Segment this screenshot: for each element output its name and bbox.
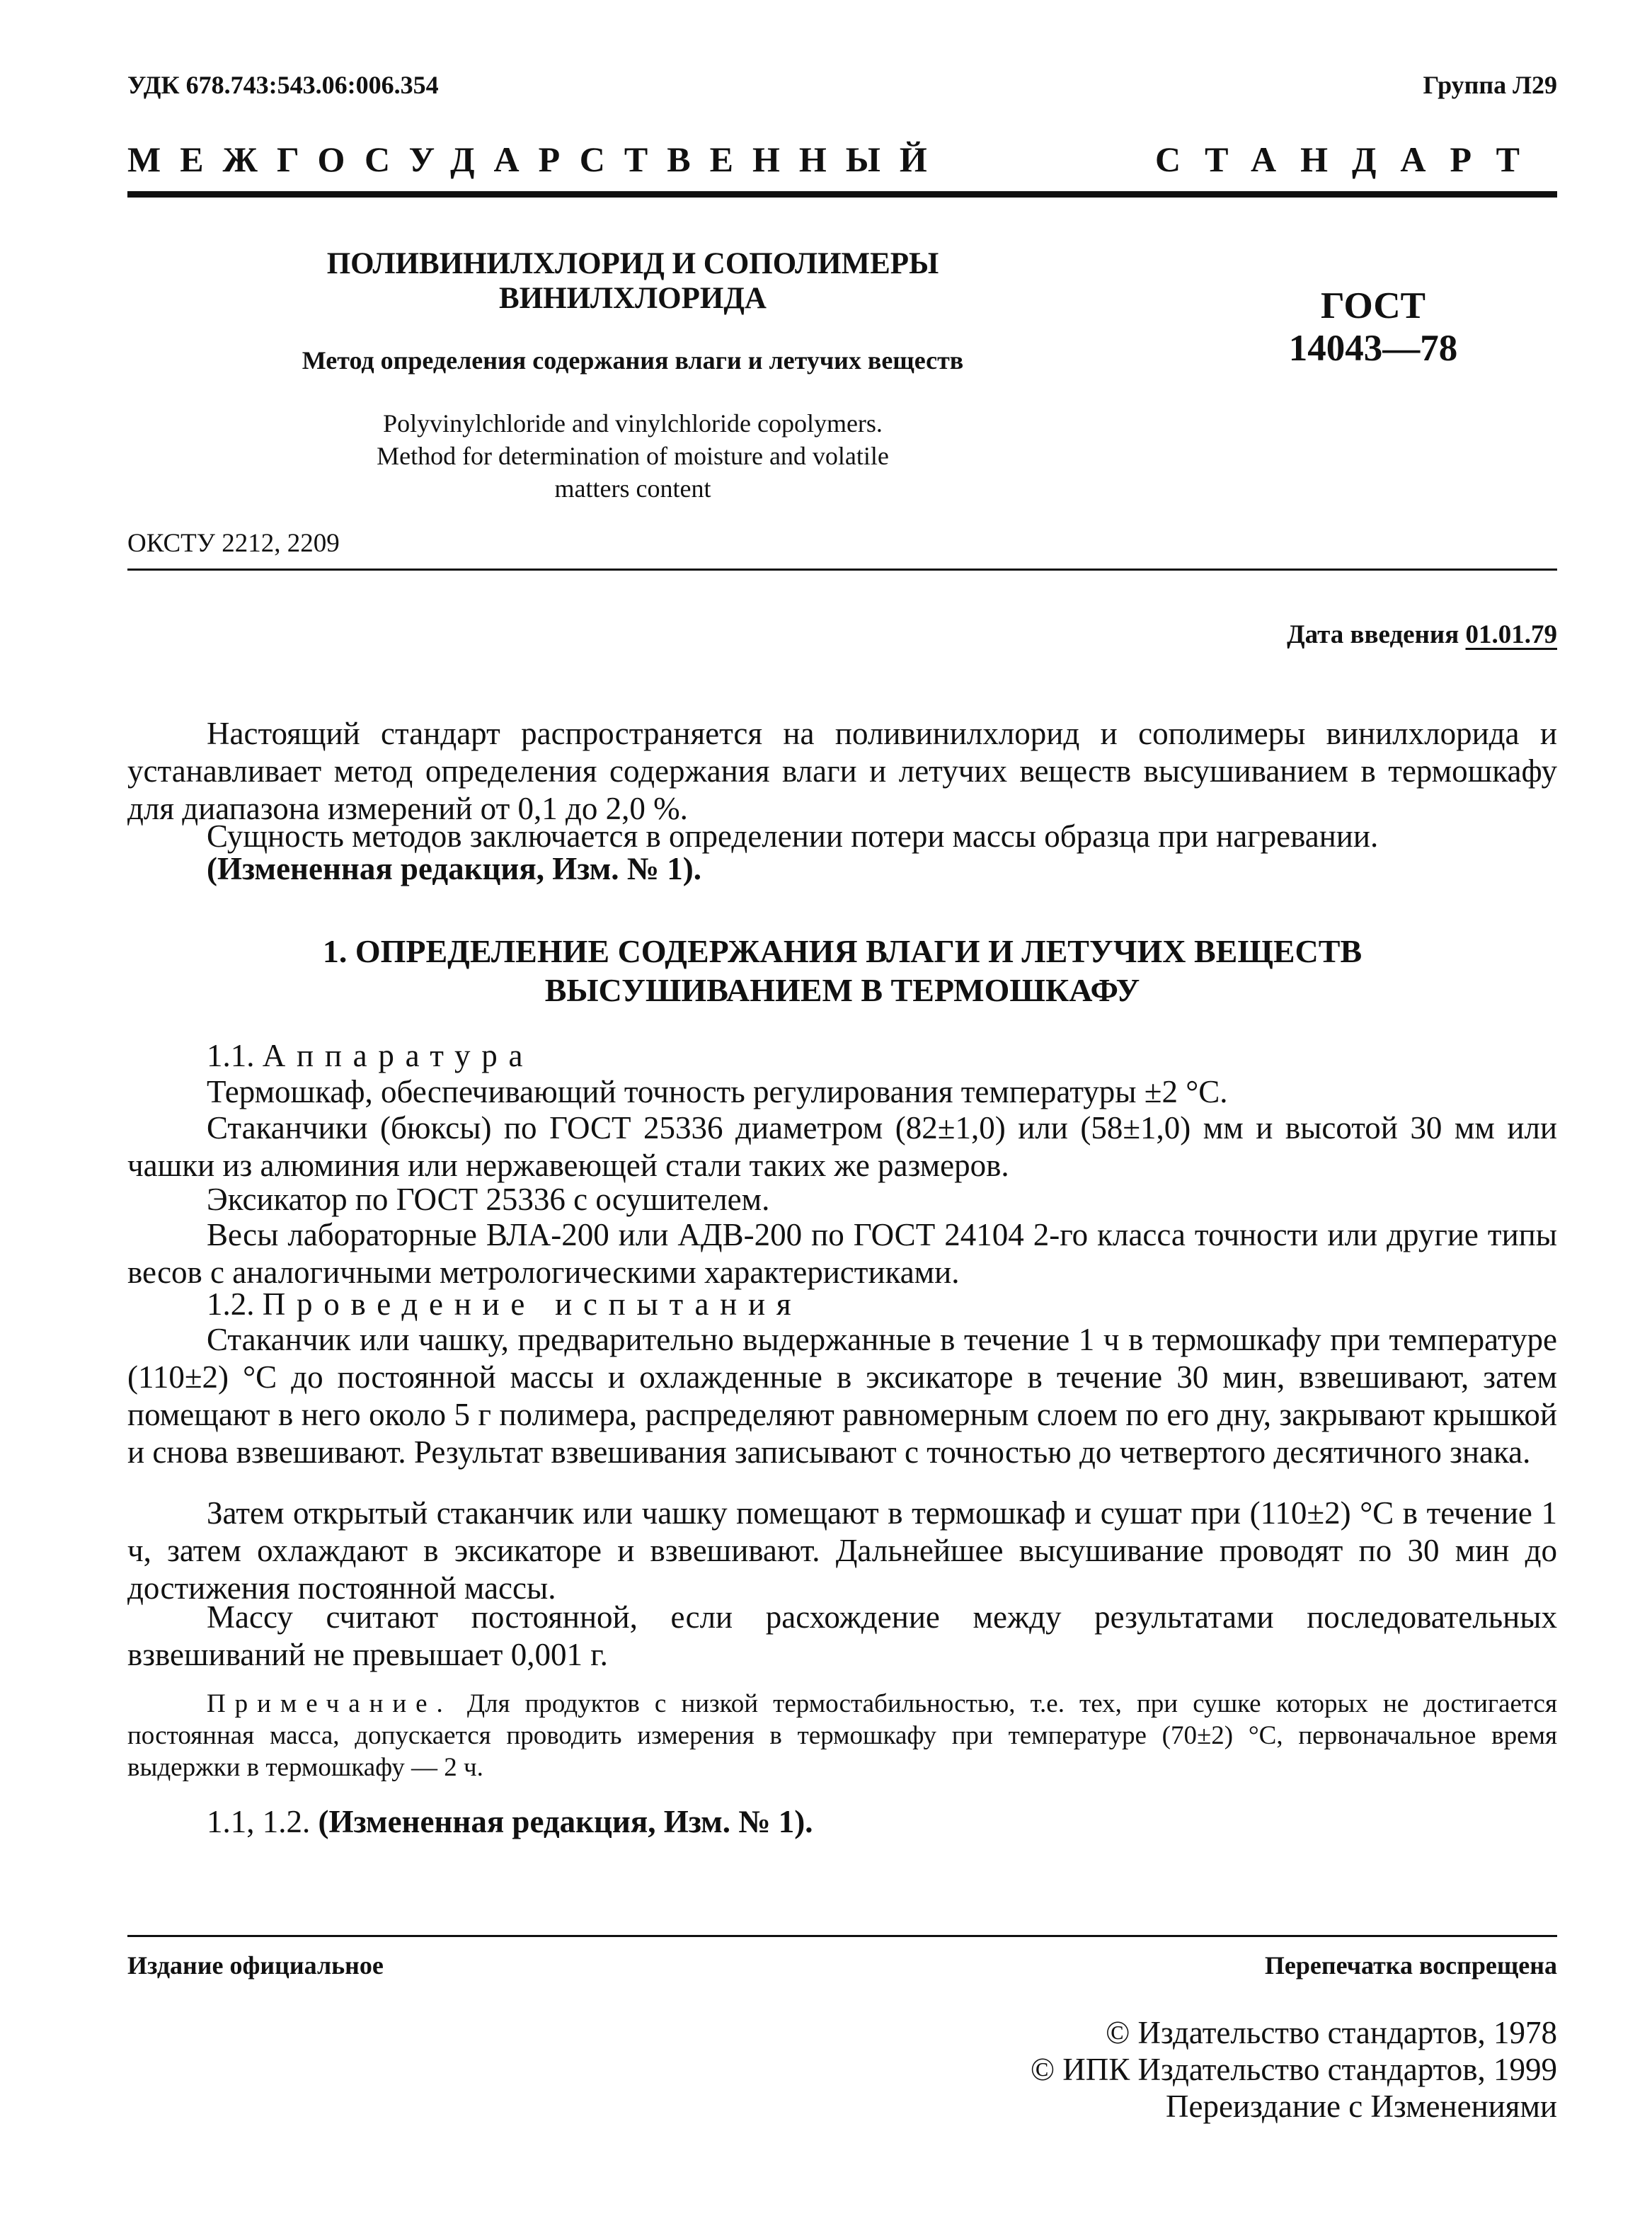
title-line-1: ПОЛИВИНИЛХЛОРИД И СОПОЛИМЕРЫ xyxy=(326,247,939,280)
procedure-paragraph-3: Массу считают постоянной, если расхождение между результатами последовательных взвешиваний не превышает 0,001 г. xyxy=(127,1599,1557,1672)
section-amendment xyxy=(207,1803,813,1841)
note-text: Для продуктов с низкой термостабильностью, т.е. тех, при сушке которых не достигается постоянная масса, допускается проводить измерения в термошкафу при температуре (70±2) °С, первоначальное время выдержки в термошкафу — 2 ч. xyxy=(127,1689,1557,1782)
subsection-1-2-heading xyxy=(207,1286,802,1323)
intro-paragraph-1: Настоящий стандарт распространяется на поливинилхлорид и сополимеры винилхлорида и устанавливает метод определения содержания влаги и летучих веществ высушиванием в термошкафу для диапазона измерений от 0,1 до 2,0 %. xyxy=(127,716,1557,826)
gost-number: 14043—78 xyxy=(1288,328,1458,369)
intro-date xyxy=(1287,619,1557,651)
apparatus-thermostat: Термошкаф, обеспечивающий точность регулирования температуры ±2 °С. xyxy=(207,1074,1228,1109)
official-edition: Издание официальное xyxy=(127,1951,384,1980)
group-code: Группа Л29 xyxy=(1423,71,1557,99)
apparatus-desiccator: Эксикатор по ГОСТ 25336 с осушителем. xyxy=(207,1182,770,1217)
subsection-1-2-number: 1.2. xyxy=(207,1286,255,1322)
copyright-block xyxy=(1031,2014,1557,2125)
copyright-1978: © Издательство стандартов, 1978 xyxy=(1106,2015,1557,2050)
gost-designation xyxy=(1246,285,1501,370)
intro-date-value: 01.01.79 xyxy=(1465,620,1557,649)
gost-label: ГОСТ xyxy=(1321,285,1426,326)
subtitle: Метод определения содержания влаги и летучих веществ xyxy=(302,346,964,375)
subsection-1-1-heading xyxy=(207,1037,534,1075)
banner-interstate: МЕЖГОСУДАРСТВЕННЫЙ xyxy=(127,139,946,179)
procedure-paragraph-1: Стаканчик или чашку, предварительно выдержанные в течение 1 ч в термошкафу при температуре (110±2) °С до постоянной массы и охлажденные в эксикаторе в течение 30 мин, взвешивают, затем помещают в него около 5 г полимера, распределяют равномерным слоем по его дну, закрывают крышкой и снова взвешивают. Результат взвешивания записывают с точностью до четвертого десятичного знака. xyxy=(127,1322,1557,1470)
english-title-line-2: Method for determination of moisture and volatile xyxy=(377,442,889,470)
title-line-2: ВИНИЛХЛОРИДА xyxy=(499,282,767,315)
intro-amendment: (Измененная редакция, Изм. № 1). xyxy=(207,851,702,886)
subsection-1-2-title: Проведение испытания xyxy=(262,1286,803,1322)
note-label: Примечание. xyxy=(207,1689,452,1718)
subsection-1-1-title: Аппаратура xyxy=(262,1038,534,1073)
reprint-prohibited: Перепечатка воспрещена xyxy=(1264,1951,1557,1980)
amendment-refs: 1.1, 1.2. xyxy=(207,1804,311,1839)
apparatus-beakers: Стаканчики (бюксы) по ГОСТ 25336 диаметром (82±1,0) или (58±1,0) мм и высотой 30 мм или чашки из алюминия или нержавеющей стали таких же размеров. xyxy=(127,1110,1557,1183)
intro-date-label: Дата введения xyxy=(1287,620,1459,649)
amendment-text: (Измененная редакция, Изм. № 1). xyxy=(318,1804,813,1839)
title-block xyxy=(212,246,1053,316)
apparatus-balance: Весы лабораторные ВЛА-200 или АДВ-200 по ГОСТ 24104 2-го класса точности или другие типы весов с аналогичными метрологическими характеристиками. xyxy=(127,1217,1557,1290)
subsection-1-1-number: 1.1. xyxy=(207,1038,255,1073)
header-rule xyxy=(127,191,1557,198)
banner-standard: СТАНДАРТ xyxy=(1155,139,1544,179)
procedure-paragraph-2: Затем открытый стаканчик или чашку помещают в термошкаф и сушат при (110±2) °С в течение 1 ч, затем охлаждают в эксикаторе и взвешивают. Дальнейшее высушивание проводят по 30 мин до достижения постоянной массы. xyxy=(127,1495,1557,1606)
okstu-code: ОКСТУ 2212, 2209 xyxy=(127,529,340,558)
english-title-line-1: Polyvinylchloride and vinylchloride copolymers. xyxy=(383,409,883,438)
udk-code: УДК 678.743:543.06:006.354 xyxy=(127,71,439,99)
procedure-note xyxy=(127,1688,1557,1783)
title-rule xyxy=(127,569,1557,571)
section-1-heading-line-1: 1. ОПРЕДЕЛЕНИЕ СОДЕРЖАНИЯ ВЛАГИ И ЛЕТУЧИХ ВЕЩЕСТВ xyxy=(322,933,1363,969)
section-1-heading xyxy=(127,932,1557,1010)
section-1-heading-line-2: ВЫСУШИВАНИЕМ В ТЕРМОШКАФУ xyxy=(544,972,1140,1008)
reissue-note: Переиздание с Изменениями xyxy=(1165,2089,1557,2124)
copyright-1999: © ИПК Издательство стандартов, 1999 xyxy=(1030,2052,1557,2087)
english-title xyxy=(212,407,1053,505)
intro-paragraph-2: Сущность методов заключается в определении потери массы образца при нагревании. xyxy=(207,818,1379,854)
footer-rule xyxy=(127,1935,1557,1937)
english-title-line-3: matters content xyxy=(554,474,711,503)
